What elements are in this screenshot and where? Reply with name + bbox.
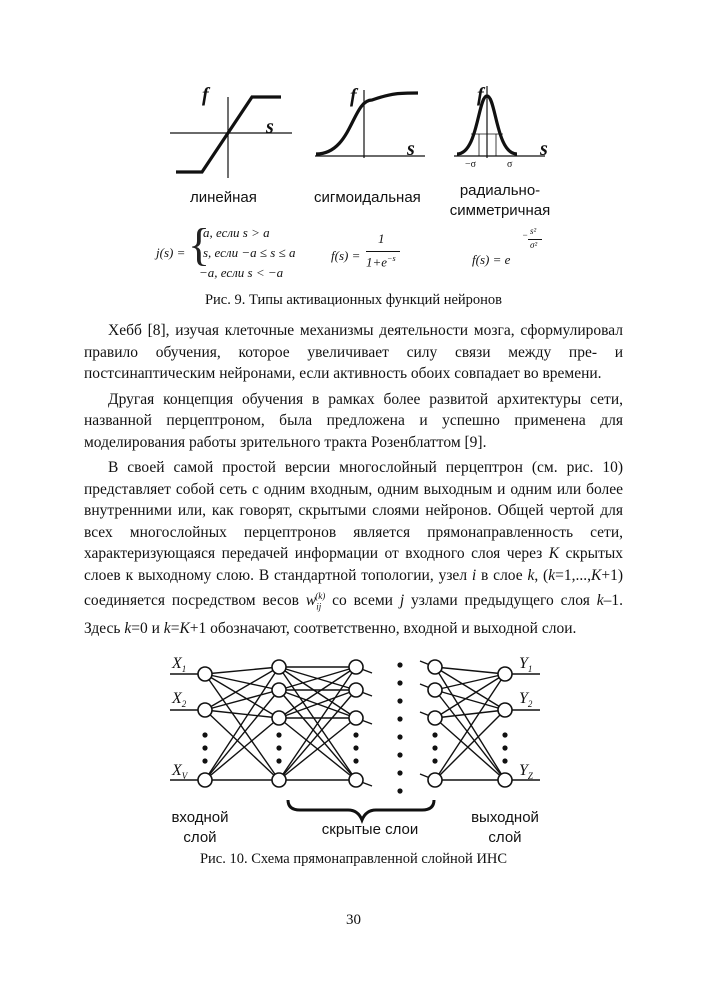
ellipsis-dot: [276, 758, 281, 763]
gap-dot: [397, 662, 402, 667]
output-layer-line1: выходной: [471, 809, 539, 826]
gap-dot: [397, 680, 402, 685]
radial-exp-sign: −: [522, 230, 529, 240]
gap-dot: [397, 788, 402, 793]
ellipsis-dot: [502, 732, 507, 737]
linear-case-1: a, если s > a: [203, 225, 270, 240]
gap-dot: [397, 716, 402, 721]
sigmoid-denominator: $1+e^{-s}$: [366, 254, 396, 270]
neuron-node: [428, 660, 442, 674]
neuron-node: [272, 683, 286, 697]
neuron-node: [198, 667, 212, 681]
paragraph-2: Другая концепция обучения в рамках более развитой архитектуры сети, названной перцептроном, была предложена и успешно применена для моделирования работы зрительного тракта Розенблаттом [9].: [84, 390, 623, 451]
connection: [435, 710, 505, 780]
page-number: 30: [346, 912, 361, 928]
connection: [435, 690, 505, 710]
ellipsis-dot: [432, 758, 437, 763]
ellipsis-dot: [502, 758, 507, 763]
brace: {: [188, 219, 211, 270]
radial-neg-sigma: −σ: [465, 159, 477, 170]
neuron-node: [198, 703, 212, 717]
radial-name-line2: симметричная: [449, 202, 551, 219]
linear-s-label: s: [266, 116, 274, 138]
neuron-node: [498, 773, 512, 787]
neuron-node: [349, 660, 363, 674]
connection: [435, 674, 505, 690]
neuron-node: [272, 773, 286, 787]
ellipsis-dot: [432, 745, 437, 750]
neuron-node: [428, 711, 442, 725]
linear-name: линейная: [190, 189, 257, 206]
input-label-1: $X_1$: [172, 655, 187, 675]
radial-exp-den: σ²: [530, 240, 538, 250]
linear-formula-lhs: j(s) =: [156, 245, 186, 260]
input-layer-label: [160, 808, 240, 848]
neuron-node: [349, 711, 363, 725]
sigmoid-f-label: f: [350, 85, 357, 107]
input-layer-line2: слой: [183, 829, 217, 846]
input-label-2: $X_2$: [172, 690, 187, 710]
input-label-v: $X_V$: [172, 762, 188, 782]
output-label-z: $Y_Z$: [519, 762, 533, 782]
neuron-node: [349, 773, 363, 787]
hidden-layers-label: скрытые слои: [321, 821, 419, 838]
neuron-node: [428, 683, 442, 697]
neuron-node: [272, 660, 286, 674]
figure-9-caption: Рис. 9. Типы активационных функций нейронов: [204, 292, 503, 308]
ellipsis-dot: [353, 732, 358, 737]
ellipsis-dot: [202, 758, 207, 763]
gap-dot: [397, 734, 402, 739]
output-layer-label: [460, 808, 550, 848]
sigmoid-name: сигмоидальная: [314, 189, 421, 206]
ellipsis-dot: [353, 758, 358, 763]
output-label-2: $Y_2$: [519, 690, 533, 710]
ellipsis-dot: [432, 732, 437, 737]
gap-dot: [397, 770, 402, 775]
radial-exp-num: s²: [530, 226, 537, 236]
ellipsis-dot: [276, 745, 281, 750]
neuron-node: [498, 703, 512, 717]
neuron-node: [428, 773, 442, 787]
figure-10-caption: Рис. 10. Схема прямонаправленной слойной ИНС: [199, 851, 508, 867]
output-layer-line2: слой: [488, 829, 522, 846]
ellipsis-dot: [202, 732, 207, 737]
neuron-node: [349, 683, 363, 697]
radial-s-label: s: [540, 138, 548, 160]
input-layer-line1: входной: [171, 809, 229, 826]
radial-f-label: f: [477, 84, 484, 106]
connection: [205, 674, 279, 690]
ellipsis-dot: [276, 732, 281, 737]
ellipsis-dot: [202, 745, 207, 750]
paragraph-3: В своей самой простой версии многослойный перцептрон (см. рис. 10) представляет собой сеть с одним входным, одним выходным и одним или более внутренними или, как говорят, скрытыми слоями нейронов. Общей чертой для всех многослойных перцептронов является прямонаправленность сети, характеризующаяся передачей информации от входного слоя через K скрытых слоев к выходному слою. В стандартной топологии, узел i в слое k, (k=1,...,K+1) соединяется посредством весов $w_{ij}^{(k)}$ со всеми j узлами предыдущего слоя k–1. Здесь k=0 и k=K+1 обозначают, соответственно, входной и выходной слои.: [84, 459, 624, 637]
sigmoid-formula-lhs: f(s) =: [331, 248, 361, 263]
output-label-1: $Y_1$: [519, 655, 533, 675]
ellipsis-dot: [353, 745, 358, 750]
linear-case-3: −a, если s < −a: [199, 265, 284, 280]
hidden-layers-brace: [288, 800, 434, 820]
neuron-node: [198, 773, 212, 787]
ellipsis-dot: [502, 745, 507, 750]
connection: [205, 710, 279, 780]
linear-case-2: s, если −a ≤ s ≤ a: [203, 245, 296, 260]
neuron-node: [498, 667, 512, 681]
sigmoid-numerator: 1: [378, 231, 385, 246]
radial-name-line1: радиально-: [459, 182, 541, 199]
paragraph-1: Хебб [8], изучая клеточные механизмы деятельности мозга, сформулировал правило обучения, которое увеличивает силу связи между пре- и постсинаптическим нейронами, если активность обоих совпадает во времени.: [84, 322, 623, 382]
linear-f-label: f: [202, 84, 209, 106]
gap-dot: [397, 698, 402, 703]
radial-formula-lhs: f(s) = e: [472, 252, 511, 267]
connection: [205, 690, 279, 710]
radial-sigma: σ: [507, 159, 513, 170]
gap-dot: [397, 752, 402, 757]
neuron-node: [272, 711, 286, 725]
sigmoid-s-label: s: [407, 138, 415, 160]
